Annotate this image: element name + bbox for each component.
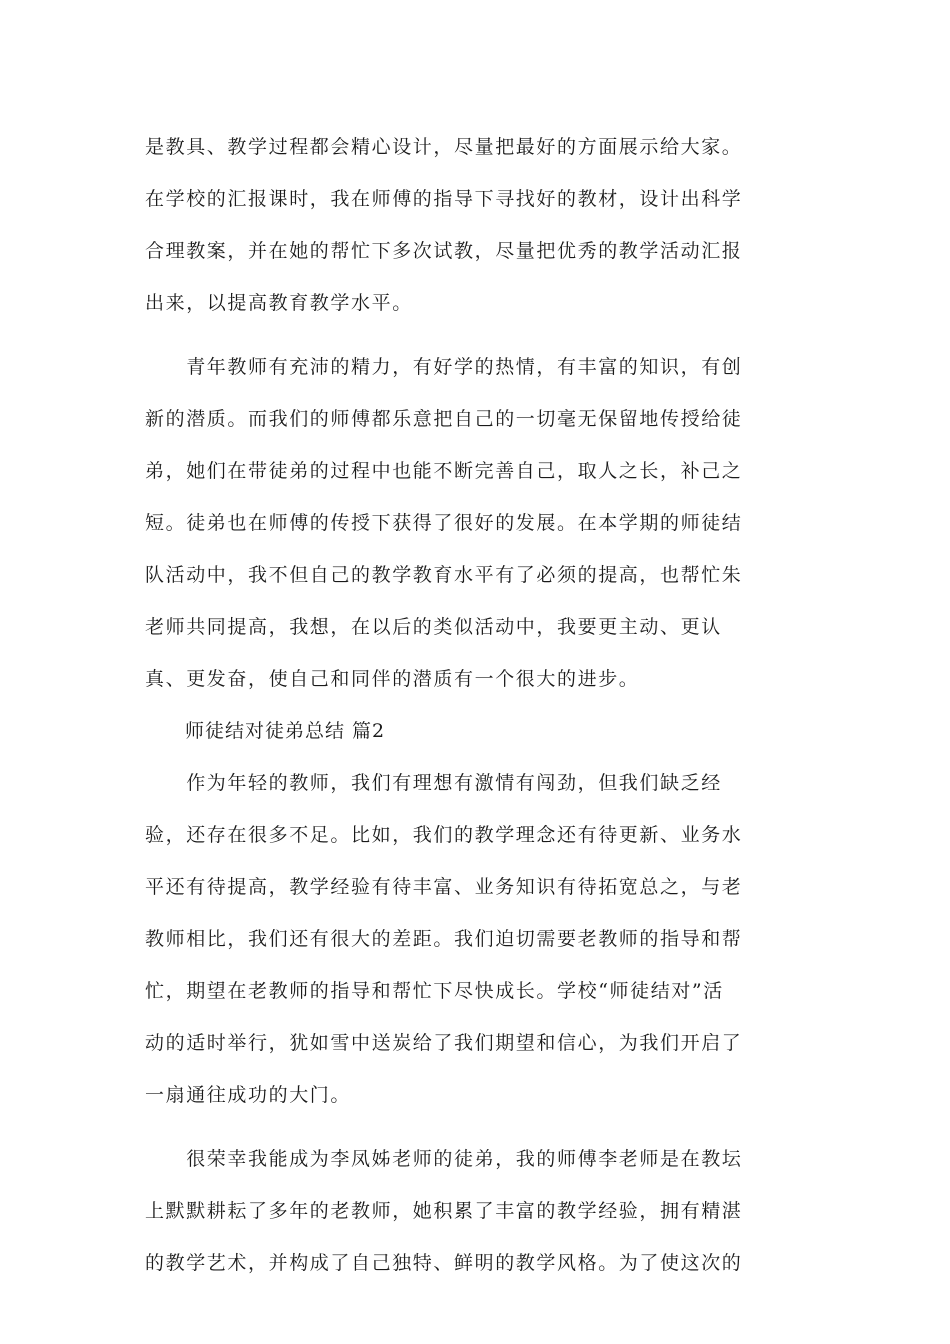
paragraph xyxy=(145,128,809,336)
text-line: 验，还存在很多不足。比如，我们的教学理念还有待更新、业务水 xyxy=(145,824,743,846)
paragraph xyxy=(145,348,809,712)
text-line: 老师共同提高，我想，在以后的类似活动中，我要更主动、更认 xyxy=(145,616,722,638)
text-line: 新的潜质。而我们的师傅都乐意把自己的一切毫无保留地传授给徒 xyxy=(145,408,743,430)
section-heading: 师徒结对徒弟总结 篇2 xyxy=(145,720,386,742)
text-line: 出来，以提高教育教学水平。 xyxy=(145,292,413,314)
document-body xyxy=(145,128,809,1296)
paragraph xyxy=(145,764,809,1128)
text-line: 是教具、教学过程都会精心设计，尽量把最好的方面展示给大家。 xyxy=(145,136,743,158)
text-line: 上默默耕耘了多年的老教师，她积累了丰富的教学经验，拥有精湛 xyxy=(145,1200,743,1222)
text-line: 一扇通往成功的大门。 xyxy=(145,1084,352,1106)
text-line: 合理教案，并在她的帮忙下多次试教，尽量把优秀的教学活动汇报 xyxy=(145,240,743,262)
text-line: 很荣幸我能成为李凤姊老师的徒弟，我的师傅李老师是在教坛 xyxy=(145,1148,743,1170)
text-line: 忙，期望在老教师的指导和帮忙下尽快成长。学校“师徒结对”活 xyxy=(145,980,724,1002)
text-line: 弟，她们在带徒弟的过程中也能不断完善自己，取人之长，补己之 xyxy=(145,460,743,482)
text-line: 短。徒弟也在师傅的传授下获得了很好的发展。在本学期的师徒结 xyxy=(145,512,743,534)
text-line: 作为年轻的教师，我们有理想有激情有闯劲，但我们缺乏经 xyxy=(145,772,722,794)
text-line: 队活动中，我不但自己的教学教育水平有了必须的提高，也帮忙朱 xyxy=(145,564,743,586)
text-line: 动的适时举行，犹如雪中送炭给了我们期望和信心，为我们开启了 xyxy=(145,1032,743,1054)
text-line: 真、更发奋，使自己和同伴的潜质有一个很大的进步。 xyxy=(145,668,640,690)
text-line: 平还有待提高，教学经验有待丰富、业务知识有待拓宽总之，与老 xyxy=(145,876,743,898)
text-line: 青年教师有充沛的精力，有好学的热情，有丰富的知识，有创 xyxy=(145,356,743,378)
text-line: 的教学艺术，并构成了自己独特、鲜明的教学风格。为了使这次的 xyxy=(145,1252,743,1274)
text-line: 教师相比，我们还有很大的差距。我们迫切需要老教师的指导和帮 xyxy=(145,928,743,950)
paragraph xyxy=(145,1140,809,1296)
text-line: 在学校的汇报课时，我在师傅的指导下寻找好的教材，设计出科学 xyxy=(145,188,743,210)
